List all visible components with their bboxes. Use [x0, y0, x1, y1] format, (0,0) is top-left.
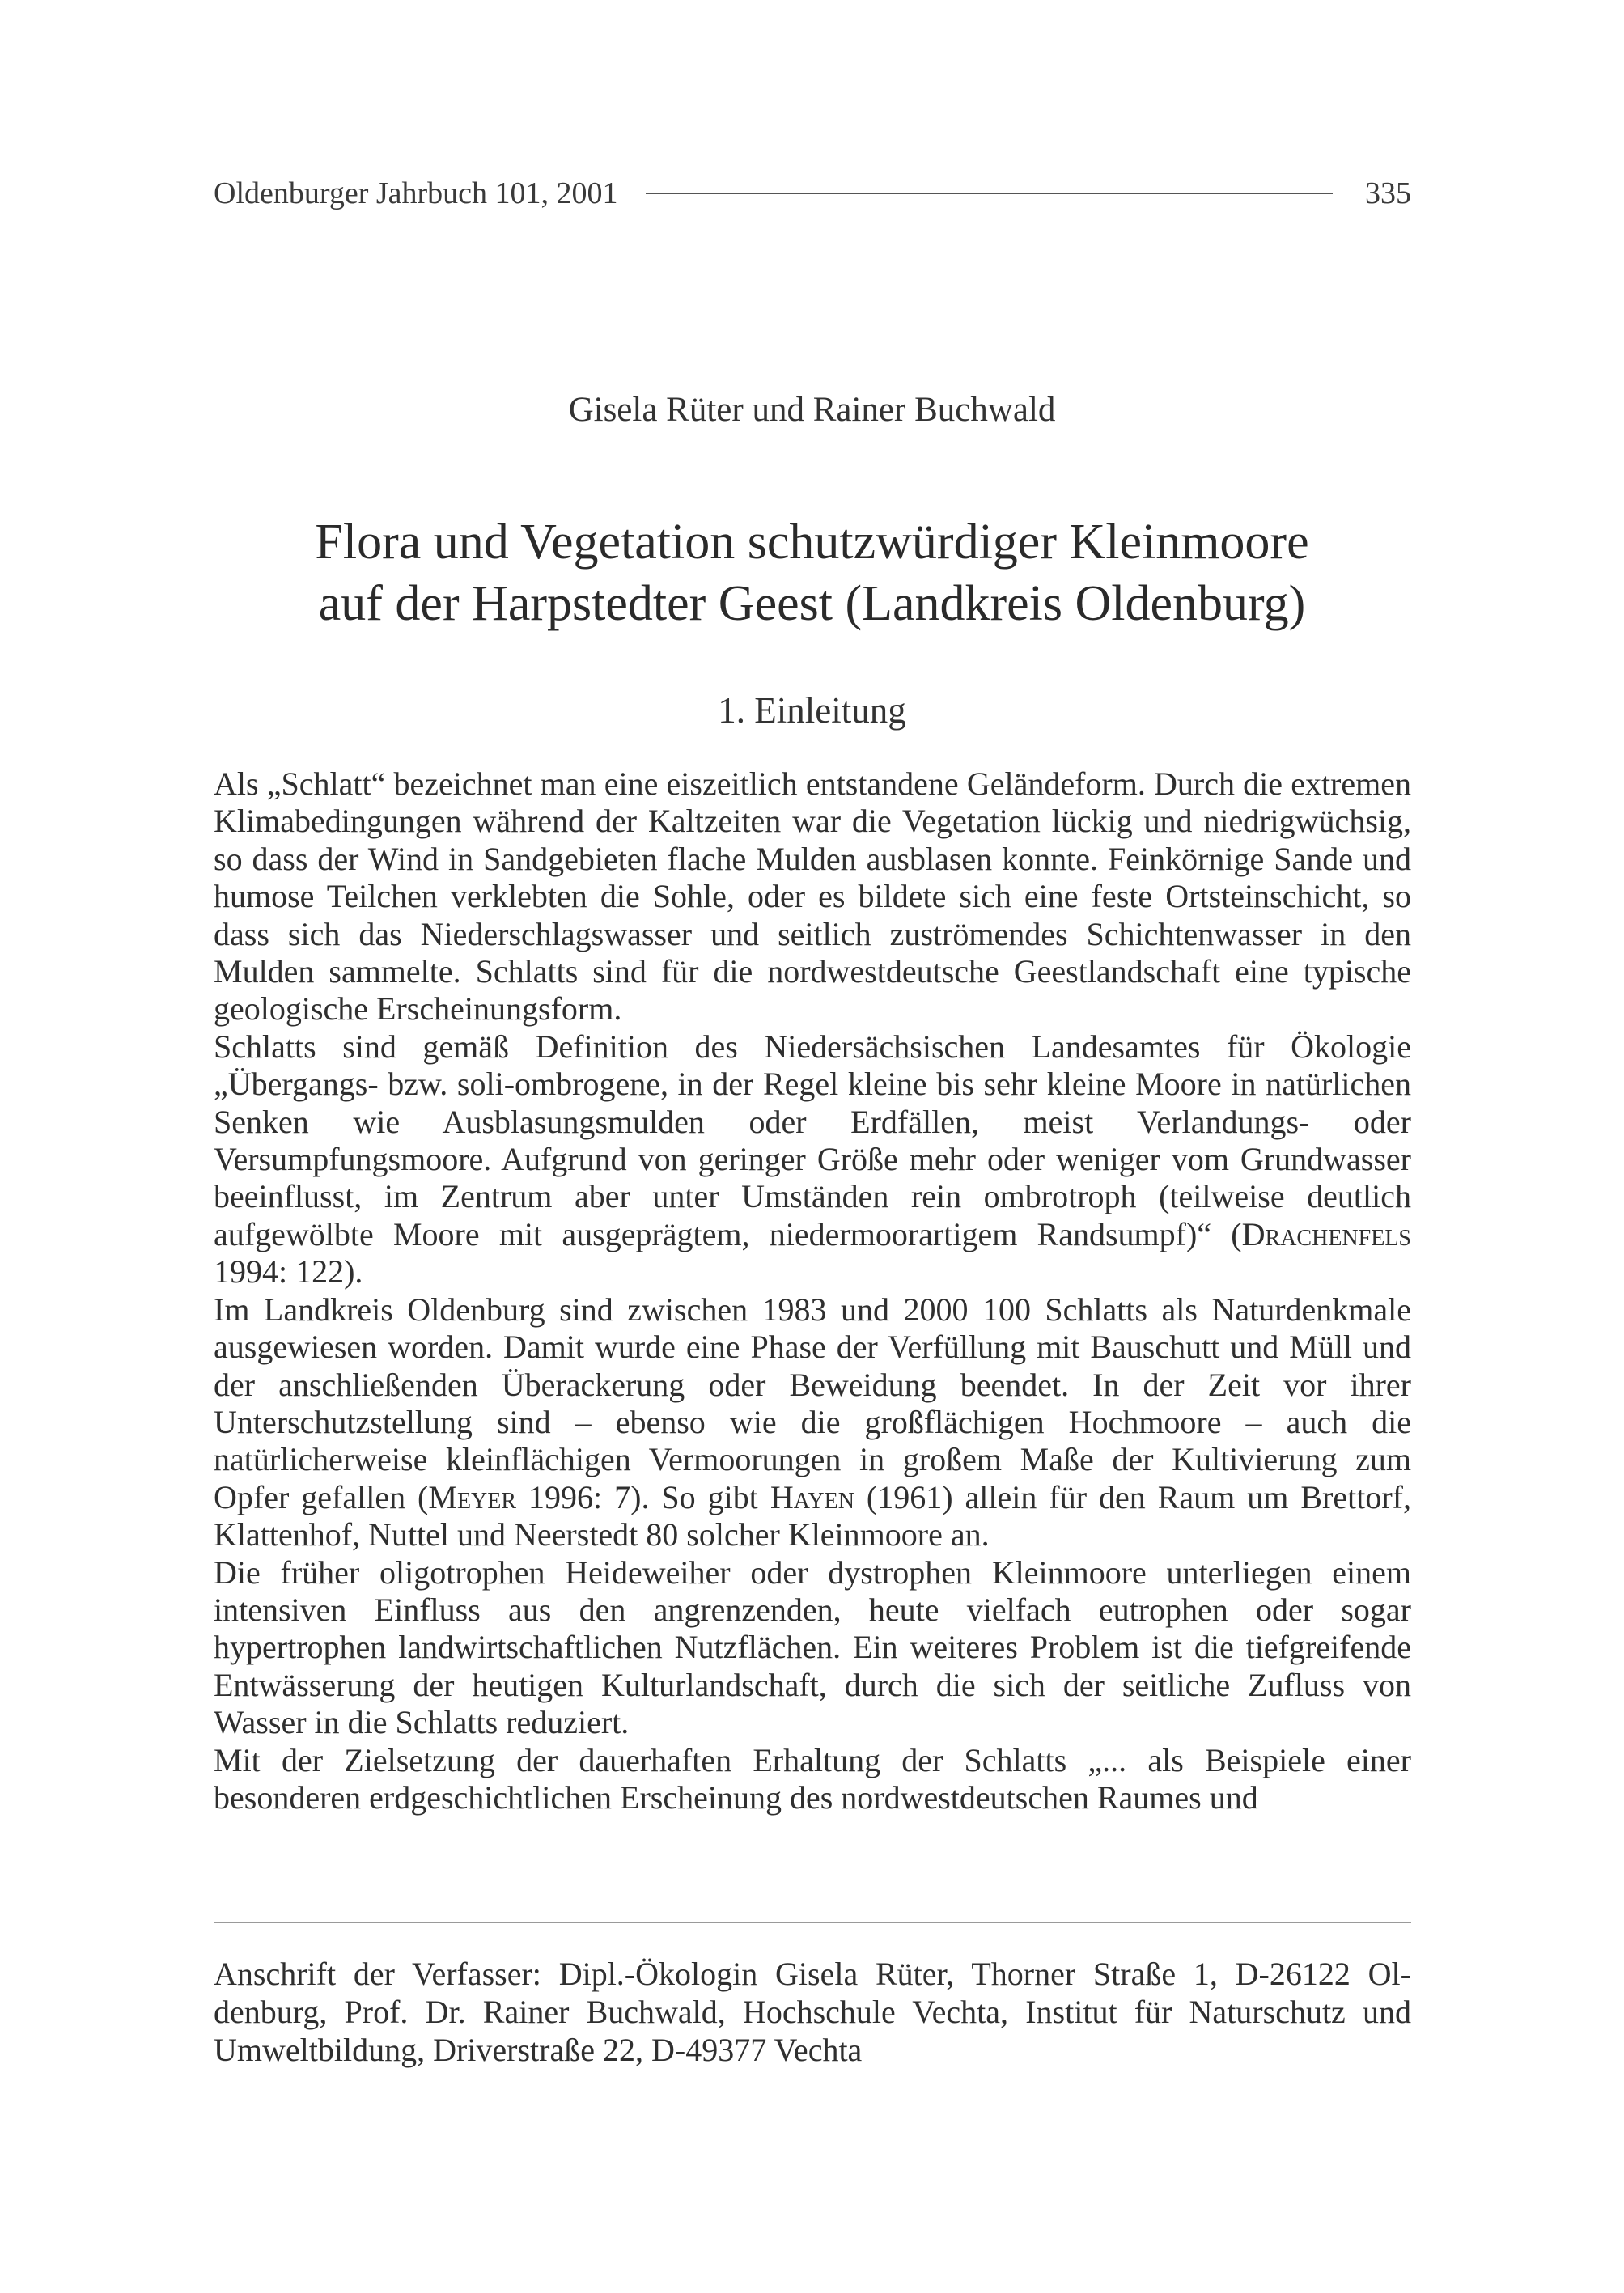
- journal-title: Oldenburger Jahrbuch 101, 2001: [214, 176, 618, 210]
- paragraph-3-text-1: Im Landkreis Oldenburg sind zwischen 1983 und 2000 100 Schlatts als Naturdenkmale ausgewiesen worden. Damit wurde eine Phase der Verfüllung mit Bauschutt und Müll und der anschließenden Überackerung oder Beweidung beendet. In der Zeit vor ihrer Unterschutzstellung sind – ebenso wie die großflächigen Hochmoore – auch die natürlicherweise kleinflächigen Vermoorungen in großem Maße der Kultivierung zum Opfer gefallen (: [214, 1291, 1411, 1515]
- section-heading: 1. Einleitung: [718, 690, 906, 731]
- footnote-rule: [214, 1922, 1411, 1923]
- article-title: [0, 511, 1624, 634]
- citation-author: Hayen: [770, 1478, 854, 1515]
- paragraph-3-text-3: (1961) allein für den Raum um Brettorf, Klattenhof, Nuttel und Neerstedt 80 solcher Kleinmoore an.: [214, 1478, 1411, 1553]
- article-title-line-2: auf der Harpstedter Geest (Landkreis Oldenburg): [318, 576, 1306, 631]
- header-rule: [646, 193, 1333, 194]
- article-title-line-1: Flora und Vegetation schutzwürdiger Kleinmoore: [315, 515, 1309, 570]
- running-header: [214, 173, 1411, 214]
- paragraph-4: Die früher oligotrophen Heideweiher oder dystrophen Kleinmoore unterliegen einem intensiven Einfluss aus den angrenzenden, heute vielfach eutrophen oder sogar hypertrophen landwirtschaftlichen Nutzflächen. Ein weiteres Problem ist die tiefgreifende Entwässerung der heutigen Kulturlandschaft, durch die sich der seitliche Zufluss von Wasser in die Schlatts reduziert.: [214, 1553, 1411, 1741]
- paragraph-5: Mit der Zielsetzung der dauerhaften Erhaltung der Schlatts „... als Beispiele einer besonderen erdgeschichtlichen Erscheinung des nordwestdeutschen Raumes und: [214, 1741, 1411, 1816]
- paragraph-2: [214, 1028, 1411, 1291]
- body-text: [214, 765, 1411, 1816]
- paragraph-2-text: Schlatts sind gemäß Definition des Niedersächsischen Landesamtes für Ökologie „Übergangs- bzw. soli-ombrogene, in der Regel kleine bis sehr kleine Moore in natürlichen Senken wie Ausblasungsmulden oder Erdfällen, meist Verlandungs- oder Versumpfungsmoore. Aufgrund von geringer Größe mehr oder weniger vom Grundwasser beeinflusst, im Zentrum aber unter Umständen rein ombrotroph (teilweise deutlich aufgewölbte Moore mit ausgeprägtem, niedermoorartigem Randsumpf)“ (: [214, 1028, 1411, 1252]
- paragraph-3: [214, 1291, 1411, 1554]
- author-address-footnote: Anschrift der Verfasser: Dipl.-Ökologin Gisela Rüter, Thorner Straße 1, D-26122 Oldenburg, Prof. Dr. Rainer Buchwald, Hochschule Vechta, Institut für Naturschutz und Umweltbildung, Driverstraße 22, D-49377 Vechta: [214, 1956, 1411, 2068]
- citation-rest: 1994: 122).: [214, 1253, 363, 1291]
- article-authors: Gisela Rüter und Rainer Buchwald: [568, 391, 1056, 429]
- citation-author: Meyer: [428, 1478, 517, 1515]
- page-number: 335: [1365, 176, 1411, 210]
- paragraph-1: Als „Schlatt“ bezeichnet man eine eiszeitlich entstandene Geländeform. Durch die extremen Klimabedingungen während der Kaltzeiten war die Vegetation lückig und niedrigwüchsig, so dass der Wind in Sandgebieten flache Mulden ausblasen konnte. Feinkörnige Sande und humose Teilchen verklebten die Sohle, oder es bildete sich eine feste Ortsteinschicht, so dass sich das Niederschlagswasser und seitlich zuströmendes Schichtenwasser in den Mulden sammelte. Schlatts sind für die nordwestdeutsche Geestlandschaft eine typische geologische Erscheinungsform.: [214, 765, 1411, 1028]
- paragraph-3-text-2: 1996: 7). So gibt: [516, 1478, 770, 1515]
- citation-author: Drachenfels: [1241, 1215, 1411, 1252]
